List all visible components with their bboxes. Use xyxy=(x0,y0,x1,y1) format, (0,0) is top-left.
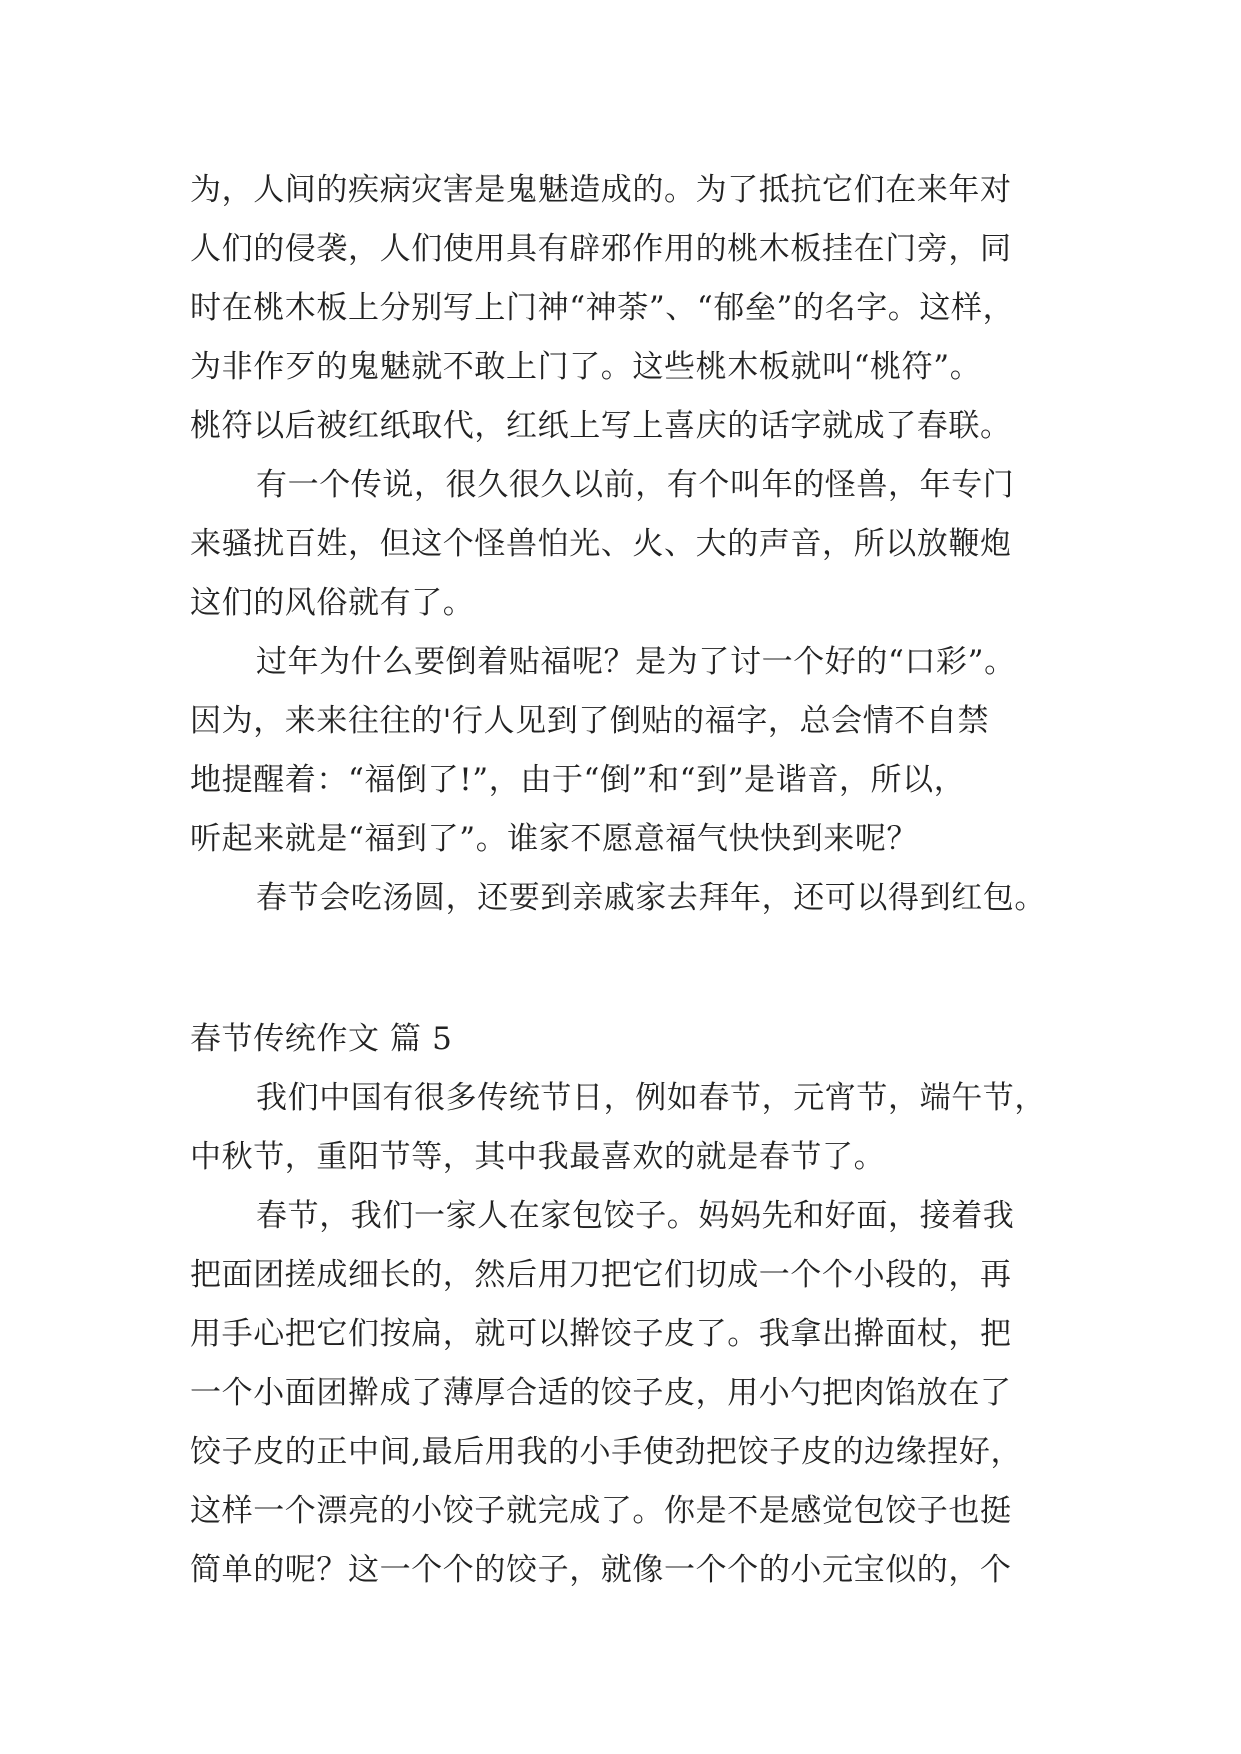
text-line: 时在桃木板上分别写上门神“神荼”、“郁垒”的名字。这样， xyxy=(190,290,1015,326)
text-line: 一个小面团擀成了薄厚合适的饺子皮，用小勺把肉馅放在了 xyxy=(190,1375,1012,1411)
text-line: 有一个传说，很久很久以前，有个叫年的怪兽，年专门 xyxy=(256,467,1015,503)
text-line: 因为，来来往往的'行人见到了倒贴的福字，总会情不自禁 xyxy=(190,703,990,739)
text-line: 为非作歹的鬼魅就不敢上门了。这些桃木板就叫“桃符”。 xyxy=(190,349,982,385)
text-line: 饺子皮的正中间,最后用我的小手使劲把饺子皮的边缘捏好， xyxy=(190,1434,1023,1470)
text-line: 把面团搓成细长的，然后用刀把它们切成一个个小段的，再 xyxy=(190,1257,1012,1293)
text-line: 为，人间的疾病灾害是鬼魅造成的。为了抵抗它们在来年对 xyxy=(190,172,1012,208)
text-line: 地提醒着：“福倒了!”，由于“倒”和“到”是谐音，所以， xyxy=(190,762,966,798)
paragraph-dumplings xyxy=(190,1187,1060,1600)
paragraph-nian-legend xyxy=(190,456,1060,633)
text-line: 过年为什么要倒着贴福呢？是为了讨一个好的“口彩”。 xyxy=(256,644,1016,680)
paragraph-tangyuan xyxy=(190,869,1060,928)
text-line: 人们的侵袭，人们使用具有辟邪作用的桃木板挂在门旁，同 xyxy=(190,231,1012,267)
text-line: 春节，我们一家人在家包饺子。妈妈先和好面，接着我 xyxy=(256,1198,1015,1234)
document-body xyxy=(190,161,1060,1600)
text-line: 这们的风俗就有了。 xyxy=(190,585,475,621)
text-line: 春节会吃汤圆，还要到亲戚家去拜年，还可以得到红包。 xyxy=(256,880,1046,916)
section-gap xyxy=(190,928,1060,1010)
text-line: 简单的呢？这一个个的饺子，就像一个个的小元宝似的，个 xyxy=(190,1552,1012,1588)
text-line: 桃符以后被红纸取代，红纸上写上喜庆的话字就成了春联。 xyxy=(190,408,1012,444)
text-line: 我们中国有很多传统节日，例如春节，元宵节，端午节， xyxy=(256,1080,1046,1116)
text-line: 来骚扰百姓，但这个怪兽怕光、火、大的声音，所以放鞭炮 xyxy=(190,526,1012,562)
paragraph-couplets-origin xyxy=(190,161,1060,456)
paragraph-upside-down-fu xyxy=(190,633,1060,869)
text-line: 中秋节，重阳节等，其中我最喜欢的就是春节了。 xyxy=(190,1139,886,1175)
paragraph-festivals xyxy=(190,1069,1060,1187)
text-line: 听起来就是“福到了”。谁家不愿意福气快快到来呢？ xyxy=(190,821,919,857)
text-line: 这样一个漂亮的小饺子就完成了。你是不是感觉包饺子也挺 xyxy=(190,1493,1012,1529)
text-line: 用手心把它们按扁，就可以擀饺子皮了。我拿出擀面杖，把 xyxy=(190,1316,1012,1352)
section-heading: 春节传统作文 篇 5 xyxy=(190,1021,453,1057)
